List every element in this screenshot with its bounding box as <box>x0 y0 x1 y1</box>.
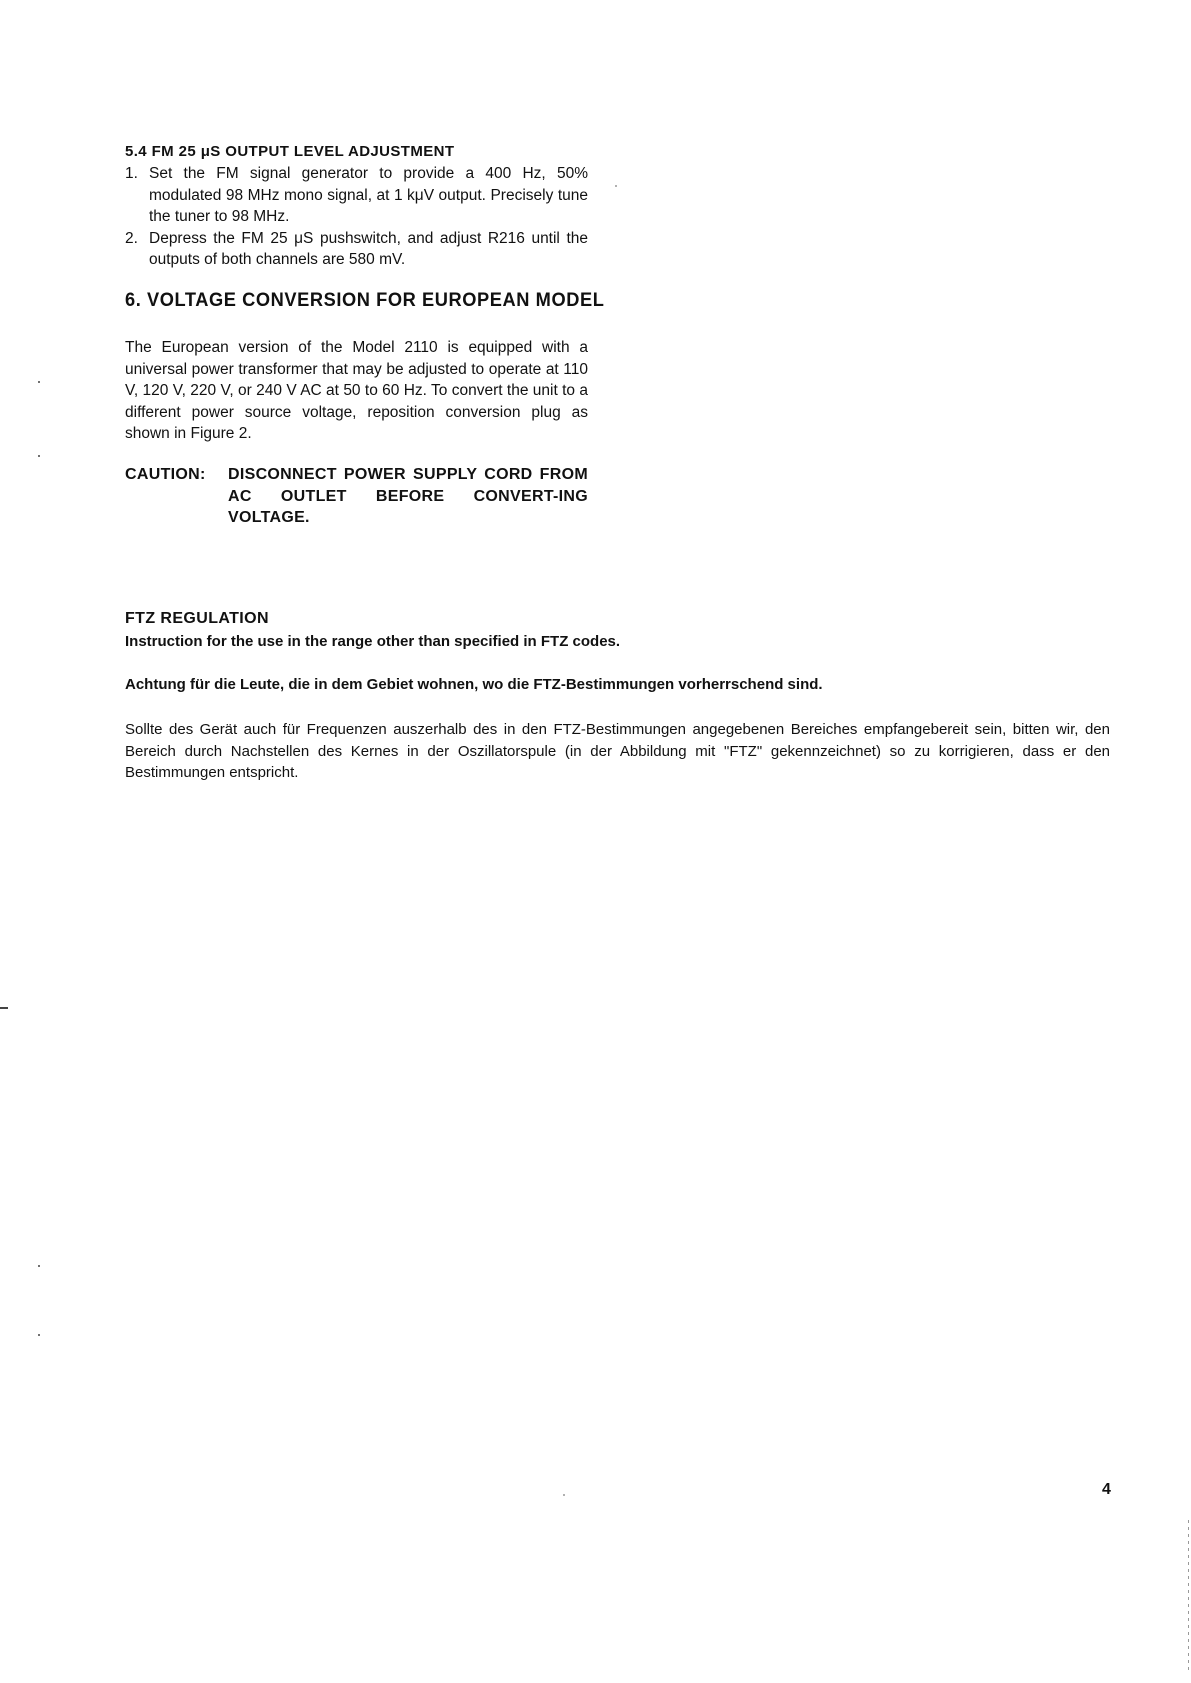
section-6-heading: 6. VOLTAGE CONVERSION FOR EUROPEAN MODEL <box>125 290 605 311</box>
section-5-4-heading: 5.4 FM 25 μS OUTPUT LEVEL ADJUSTMENT <box>125 143 455 160</box>
caution-text: DISCONNECT POWER SUPPLY CORD FROM AC OUTLET BEFORE CONVERT-ING VOLTAGE. <box>228 466 588 526</box>
caution-block <box>125 464 588 529</box>
list-item-text: Set the FM signal generator to provide a 400 Hz, 50% modulated 98 MHz mono signal, at 1 kμV output. Precisely tune the tuner to 98 MHz. <box>149 165 588 225</box>
list-item-text: Depress the FM 25 μS pushswitch, and adjust R216 until the outputs of both channels are 580 mV. <box>149 229 588 268</box>
page-number: 4 <box>1102 1481 1111 1498</box>
scan-speck <box>38 455 40 457</box>
scan-speck <box>38 381 40 383</box>
list-item <box>125 163 588 228</box>
scan-speck <box>563 1494 565 1496</box>
ftz-achtung-note: Achtung für die Leute, die in dem Gebiet wohnen, wo die FTZ-Bestimmungen vorherrschend sind. <box>125 676 823 693</box>
caution-label: CAUTION: <box>125 466 206 483</box>
scan-edge-line <box>1188 1520 1189 1670</box>
scan-speck <box>38 1334 40 1336</box>
ftz-heading: FTZ REGULATION <box>125 610 269 627</box>
section-6-paragraph: The European version of the Model 2110 is equipped with a universal power transformer that may be adjusted to operate at 110 V, 120 V, 220 V, or 240 V AC at 50 to 60 Hz. To convert the unit to a different power source voltage, reposition conversion plug as shown in Figure 2. <box>125 339 588 442</box>
list-item-number: 1. <box>125 165 138 182</box>
list-item <box>125 228 588 271</box>
section-5-4-list <box>125 163 588 271</box>
ftz-paragraph: Sollte des Gerät auch für Frequenzen auszerhalb des in den FTZ-Bestimmungen angegebenen Bereiches empfangebereit sein, bitten wir, den Bereich durch Nachstellen des Kernes in der Oszillatorspule (in der Abbildung mit "FTZ" gekennzeichnet) so zu korrigieren, dass er den Bestimmungen entspricht. <box>125 721 1110 781</box>
list-item-number: 2. <box>125 229 138 247</box>
scan-speck <box>615 185 617 187</box>
ftz-instruction: Instruction for the use in the range other than specified in FTZ codes. <box>125 633 621 650</box>
scan-speck <box>38 1265 40 1267</box>
margin-mark <box>0 1007 8 1009</box>
